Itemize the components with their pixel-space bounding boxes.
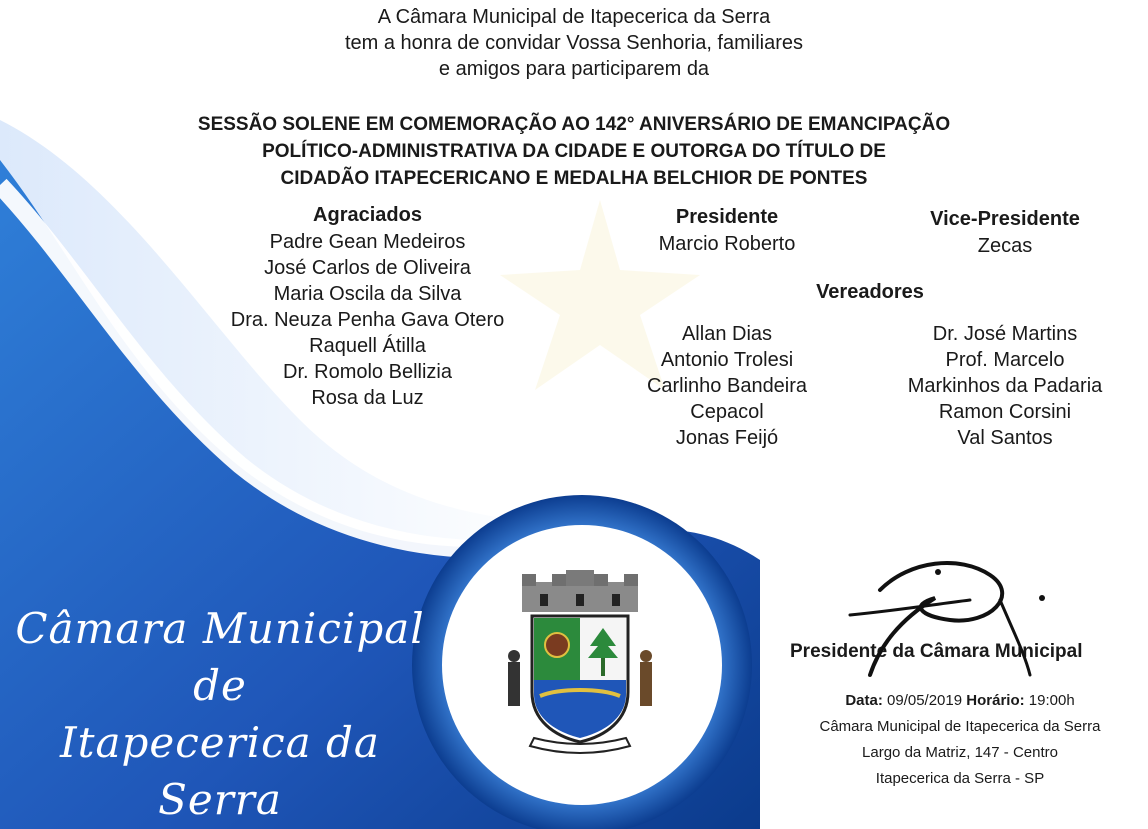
vereador-name: Jonas Feijó — [675, 427, 779, 449]
venue: Câmara Municipal de Itapecerica da Serra — [819, 718, 1101, 735]
vereador-name: Carlinho Bandeira — [646, 375, 808, 397]
city: Itapecerica da Serra - SP — [875, 770, 1045, 787]
time-value: 19:00h — [1028, 692, 1075, 709]
date-label: Data: — [845, 692, 883, 709]
presidente-name: Marcio Roberto — [658, 233, 796, 255]
vereadores-left-column — [617, 321, 837, 451]
address: Largo da Matriz, 147 - Centro — [862, 744, 1058, 761]
invitation-line-3: e amigos para participarem da — [438, 58, 710, 80]
vereador-name: Cepacol — [690, 401, 764, 423]
vice-presidente-name: Zecas — [977, 235, 1033, 257]
agraciado-name: Padre Gean Medeiros — [269, 231, 466, 253]
event-title-line-1: SESSÃO SOLENE EM COMEMORAÇÃO AO 142° ANIVERSÁRIO DE EMANCIPAÇÃO — [197, 114, 951, 135]
camara-brand-script — [10, 600, 430, 828]
agraciado-name: Raquell Átilla — [309, 335, 426, 357]
agraciados-column — [190, 201, 545, 411]
event-title-line-2: POLÍTICO-ADMINISTRATIVA DA CIDADE E OUTORGA DO TÍTULO DE — [262, 141, 886, 162]
vereadores-heading: Vereadores — [816, 281, 924, 303]
vereador-name: Markinhos da Padaria — [907, 375, 1103, 397]
event-title-line-3: CIDADÃO ITAPECERICANO E MEDALHA BELCHIOR DE PONTES — [280, 168, 868, 189]
agraciado-name: Dra. Neuza Penha Gava Otero — [230, 309, 505, 331]
presidente-block — [617, 203, 837, 257]
vereador-name: Dr. José Martins — [932, 323, 1078, 345]
agraciados-heading: Agraciados — [313, 204, 422, 226]
vereador-name: Val Santos — [957, 427, 1053, 449]
agraciado-name: Rosa da Luz — [311, 387, 424, 409]
vereador-name: Ramon Corsini — [938, 401, 1072, 423]
signature-icon — [840, 550, 1060, 680]
brand-line-1: Câmara Municipal — [15, 604, 425, 653]
event-details — [760, 688, 1148, 792]
vereadores-right-column — [875, 321, 1135, 451]
agraciado-name: Dr. Romolo Bellizia — [283, 361, 452, 383]
date-value: 09/05/2019 — [887, 692, 963, 709]
agraciado-name: Maria Oscila da Silva — [273, 283, 462, 305]
invitation-line-1: A Câmara Municipal de Itapecerica da Serra — [377, 6, 771, 28]
event-title — [0, 111, 1148, 192]
vice-presidente-heading: Vice-Presidente — [930, 208, 1080, 230]
brand-line-3: Itapecerica da Serra — [60, 718, 380, 824]
vereador-name: Prof. Marcelo — [945, 349, 1065, 371]
time-label: Horário: — [966, 692, 1025, 709]
date-time-line — [760, 688, 1148, 714]
agraciado-name: José Carlos de Oliveira — [264, 257, 471, 279]
vereador-name: Allan Dias — [681, 323, 773, 345]
vereador-name: Antonio Trolesi — [660, 349, 794, 371]
invitation-text — [0, 4, 1148, 82]
brand-line-2: de — [193, 661, 247, 710]
invitation-line-2: tem a honra de convidar Vossa Senhoria, familiares — [344, 32, 804, 54]
signature-caption: Presidente da Câmara Municipal — [790, 641, 1083, 662]
coat-of-arms-icon — [500, 570, 660, 760]
vice-presidente-block — [895, 205, 1115, 259]
presidente-heading: Presidente — [675, 206, 779, 228]
